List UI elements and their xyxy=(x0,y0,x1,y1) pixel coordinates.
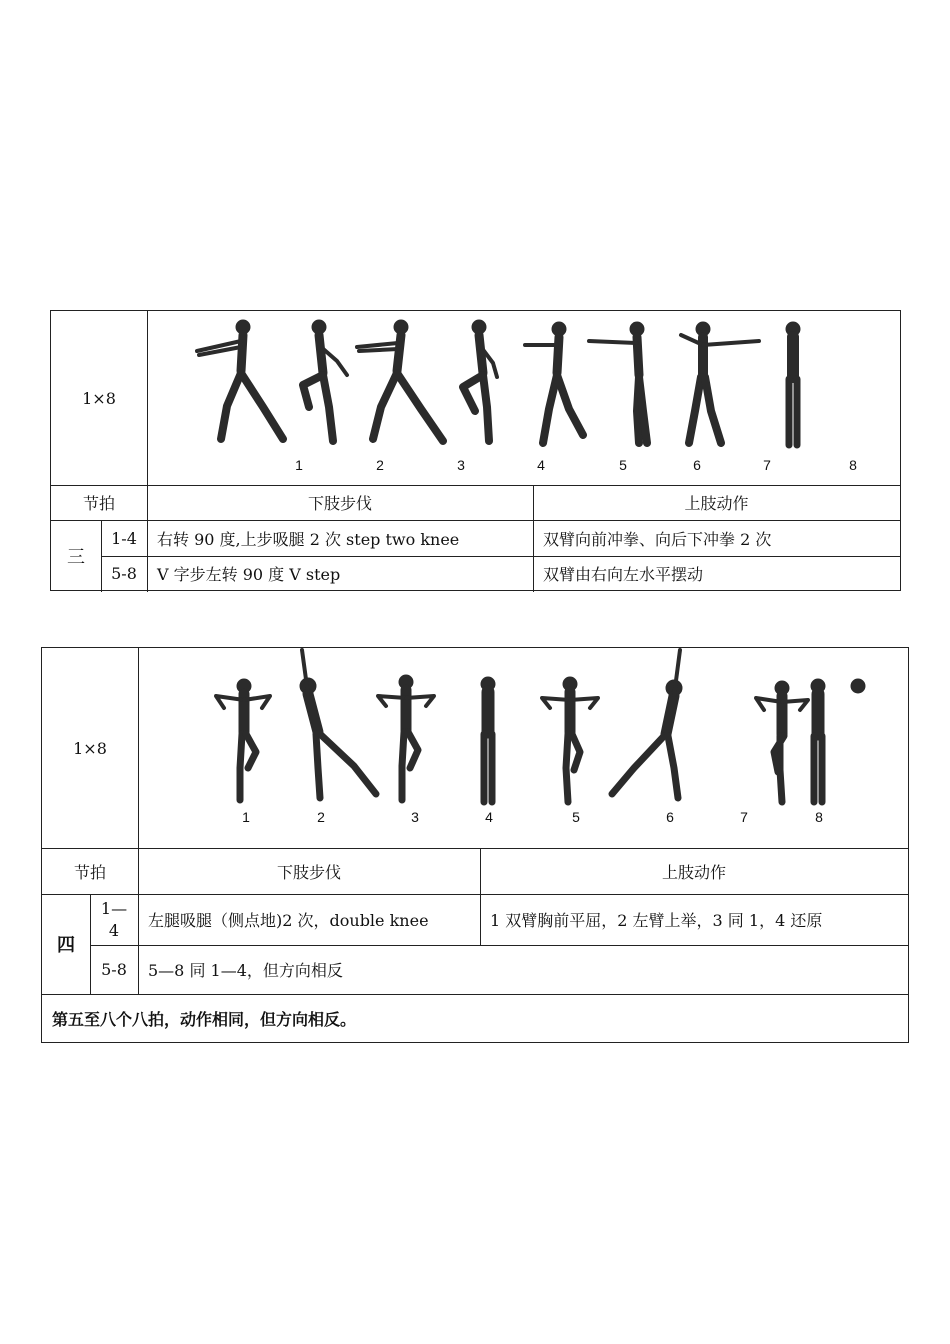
frame-number: 8 xyxy=(815,809,823,825)
frame-number: 2 xyxy=(376,457,384,473)
note-row: 第五至八个八拍，动作相同，但方向相反。 xyxy=(52,1009,357,1029)
lower-limb-cell: 左腿吸腿（侧点地)2 次，double knee xyxy=(148,911,429,930)
figure-8-standing xyxy=(788,668,848,818)
header-lower-limb: 下肢步伐 xyxy=(307,494,372,513)
figure-2 xyxy=(300,650,376,798)
table-2 xyxy=(41,647,909,1043)
frame-number: 7 xyxy=(763,457,771,473)
frame-number: 6 xyxy=(666,809,674,825)
beat-line-1: 1— xyxy=(100,898,128,918)
table-1 xyxy=(50,310,901,591)
frame-number: 7 xyxy=(740,809,748,825)
figure-4 xyxy=(481,677,495,802)
lower-limb-cell: V 字步左转 90 度 V step xyxy=(157,565,341,584)
figure-7 xyxy=(681,322,759,443)
section-label: 三 xyxy=(67,547,85,568)
frame-number: 5 xyxy=(572,809,580,825)
header-beat: 节拍 xyxy=(73,862,106,882)
upper-limb-cell: 双臂向前冲拳、向后下冲拳 2 次 xyxy=(543,529,772,549)
count-label: 1×8 xyxy=(82,388,116,408)
figure-3 xyxy=(378,675,434,800)
header-upper-limb: 上肢动作 xyxy=(661,862,726,882)
frame-number: 4 xyxy=(537,457,545,473)
frame-number: 3 xyxy=(411,809,419,825)
movement-figures xyxy=(191,311,857,483)
frame-number: 4 xyxy=(485,809,493,825)
frame-number: 6 xyxy=(693,457,701,473)
header-lower-limb: 下肢步伐 xyxy=(276,862,341,882)
frame-number: 1 xyxy=(295,457,303,473)
frame-number: 8 xyxy=(849,457,857,473)
combined-cell: 5—8 同 1—4，但方向相反 xyxy=(148,961,343,980)
figure-3 xyxy=(357,320,443,441)
frame-number-row xyxy=(204,804,864,828)
header-upper-limb: 上肢动作 xyxy=(684,494,749,513)
upper-limb-cell: 双臂由右向左水平摆动 xyxy=(543,565,704,584)
upper-limb-cell: 1 双臂胸前平屈，2 左臂上举，3 同 1，4 还原 xyxy=(490,911,823,930)
figure-2 xyxy=(303,320,347,441)
header-beat: 节拍 xyxy=(82,494,115,513)
beat-cell: 5-8 xyxy=(101,960,127,979)
beat-line-2: 4 xyxy=(108,920,120,940)
figure-8 xyxy=(851,679,865,693)
section-label: 四 xyxy=(57,935,75,956)
frame-number: 2 xyxy=(317,809,325,825)
figure-4 xyxy=(463,320,497,441)
figure-6 xyxy=(589,322,647,443)
figure-1 xyxy=(216,679,270,800)
beat-cell: 1-4 xyxy=(111,528,137,548)
figure-1 xyxy=(197,320,283,439)
frame-number: 1 xyxy=(242,809,250,825)
frame-number: 5 xyxy=(619,457,627,473)
frame-number: 3 xyxy=(457,457,465,473)
figure-8 xyxy=(786,322,800,445)
lower-limb-cell: 右转 90 度,上步吸腿 2 次 step two knee xyxy=(157,529,460,549)
beat-cell: 5-8 xyxy=(111,564,137,583)
figure-5 xyxy=(542,677,598,802)
figure-5 xyxy=(525,322,583,443)
figure-6 xyxy=(612,650,682,798)
movement-photo-strip xyxy=(191,311,857,483)
beat-cell xyxy=(90,894,138,945)
count-label: 1×8 xyxy=(73,738,107,758)
